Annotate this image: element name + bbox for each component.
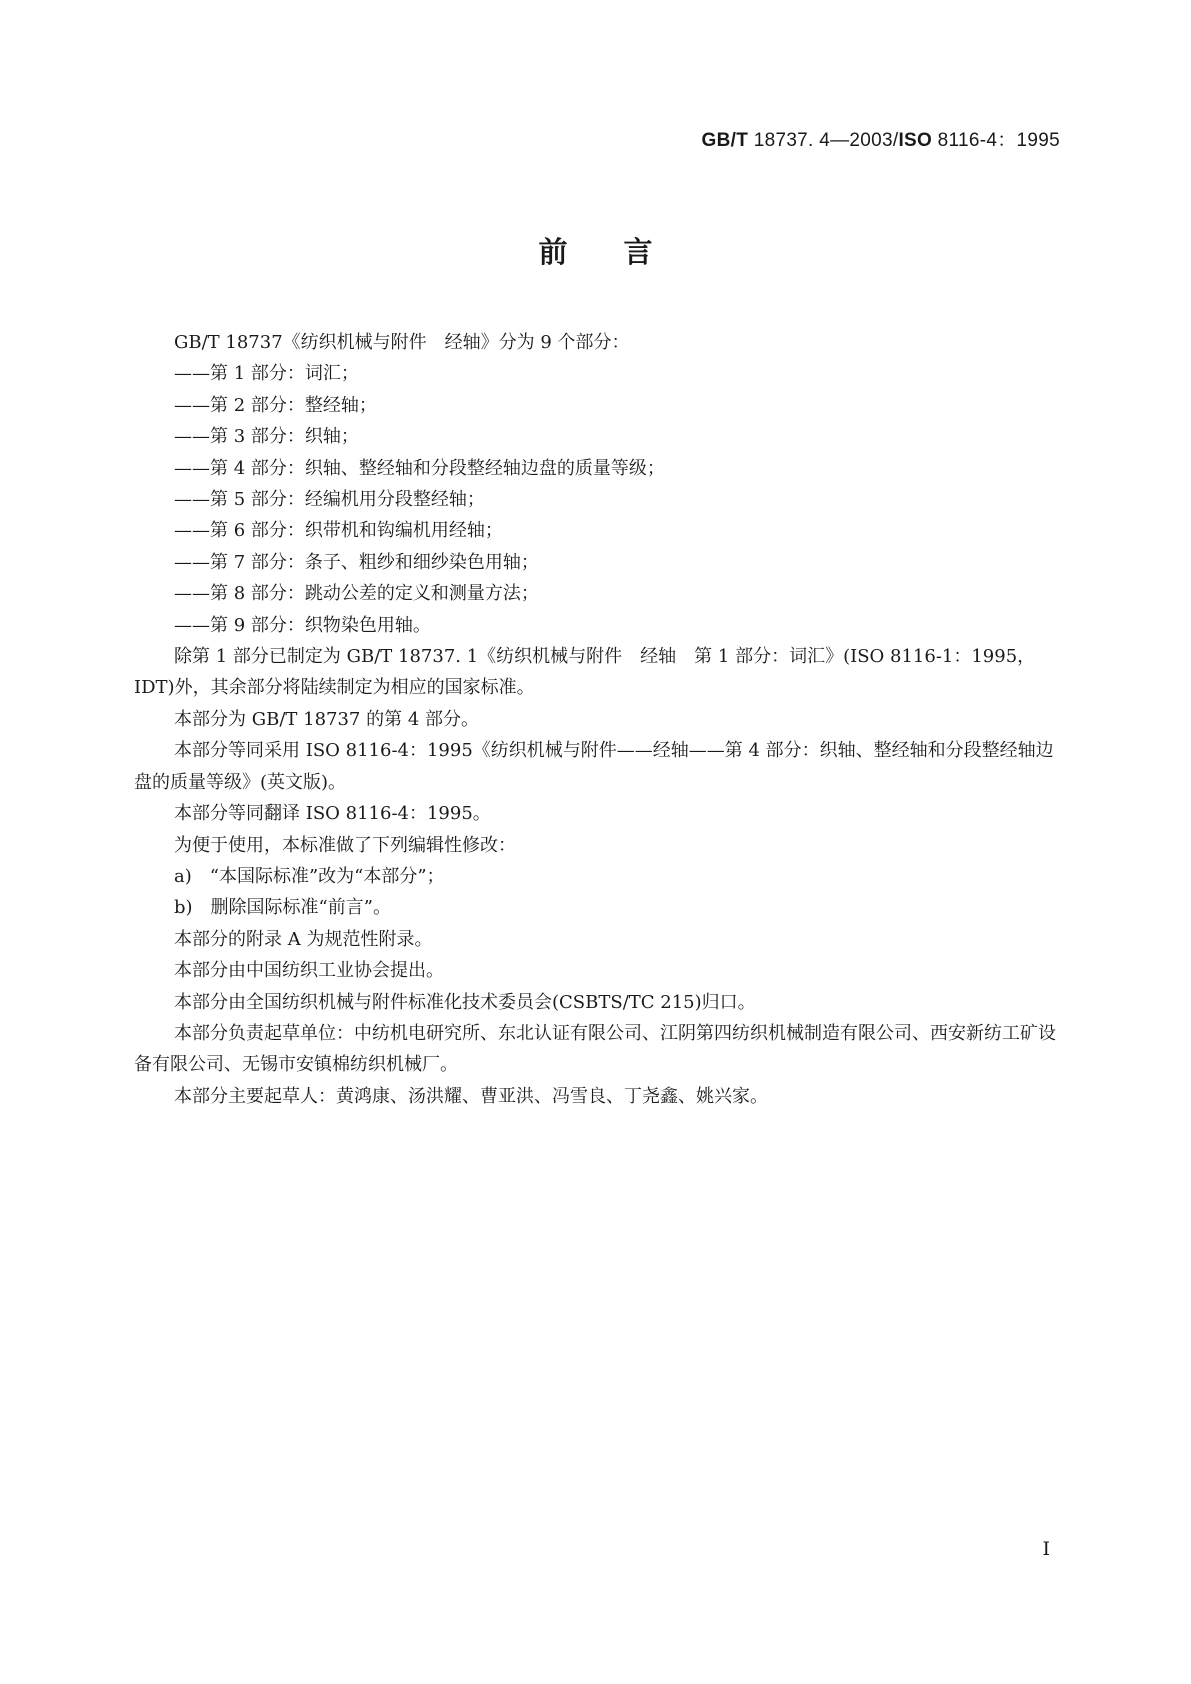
- part-list-item: ——第 2 部分：整经轴；: [174, 394, 377, 416]
- iso-number: 8116-4：1995: [937, 130, 1060, 151]
- part-list-item: ——第 6 部分：织带机和钩编机用经轴；: [174, 520, 503, 542]
- iso-code: ISO: [898, 130, 933, 151]
- part-list-item: ——第 9 部分：织物染色用轴。: [174, 614, 431, 636]
- part-list-item: ——第 3 部分：织轴；: [174, 426, 359, 448]
- paragraph-drafting-units: 本部分负责起草单位：中纺机电研究所、东北认证有限公司、江阴第四纺织机械制造有限公司、西安新纺工矿设备有限公司、无锡市安镇棉纺织机械厂。: [134, 1022, 1056, 1076]
- intro-paragraph: GB/T 18737《纺织机械与附件 经轴》分为 9 个部分：: [174, 332, 630, 353]
- paragraph-annex: 本部分的附录 A 为规范性附录。: [174, 928, 433, 950]
- paragraph-committee: 本部分由全国纺织机械与附件标准化技术委员会(CSBTS/TC 215)归口。: [174, 991, 756, 1013]
- editorial-change-a: a) “本国际标准”改为“本部分”；: [174, 865, 445, 887]
- foreword-body: [134, 327, 1064, 1112]
- page-number: I: [1042, 1538, 1050, 1560]
- paragraph-published-parts: 除第 1 部分已制定为 GB/T 18737. 1《纺织机械与附件 经轴 第 1 部分：词汇》(ISO 8116-1：1995，IDT)外，其余部分将陆续制定为相应的国家标准。: [134, 646, 1036, 699]
- paragraph-translation: 本部分等同翻译 ISO 8116-4：1995。: [174, 803, 491, 825]
- editorial-change-b: b) 删除国际标准“前言”。: [174, 897, 391, 919]
- part-list-item: ——第 5 部分：经编机用分段整经轴；: [174, 489, 485, 511]
- gb-number: 18737. 4—2003/: [753, 130, 899, 151]
- part-list-item: ——第 7 部分：条子、粗纱和细纱染色用轴；: [174, 551, 539, 573]
- paragraph-drafters: 本部分主要起草人：黄鸿康、汤洪耀、曹亚洪、冯雪良、丁尧鑫、姚兴家。: [174, 1085, 768, 1107]
- part-list-item: ——第 4 部分：织轴、整经轴和分段整经轴边盘的质量等级；: [174, 457, 665, 479]
- page-title: 前言: [538, 235, 709, 269]
- gb-code: GB/T: [701, 130, 749, 151]
- paragraph-adoption: 本部分等同采用 ISO 8116-4：1995《纺织机械与附件——经轴——第 4 部分：织轴、整经轴和分段整经轴边盘的质量等级》(英文版)。: [134, 740, 1054, 793]
- paragraph-proposer: 本部分由中国纺织工业协会提出。: [174, 960, 444, 982]
- paragraph-part-number: 本部分为 GB/T 18737 的第 4 部分。: [174, 708, 479, 730]
- paragraph-editorial-changes: 为便于使用，本标准做了下列编辑性修改：: [174, 834, 516, 856]
- standard-number: [702, 125, 1060, 152]
- part-list-item: ——第 8 部分：跳动公差的定义和测量方法；: [174, 583, 539, 605]
- part-list-item: ——第 1 部分：词汇；: [174, 363, 359, 385]
